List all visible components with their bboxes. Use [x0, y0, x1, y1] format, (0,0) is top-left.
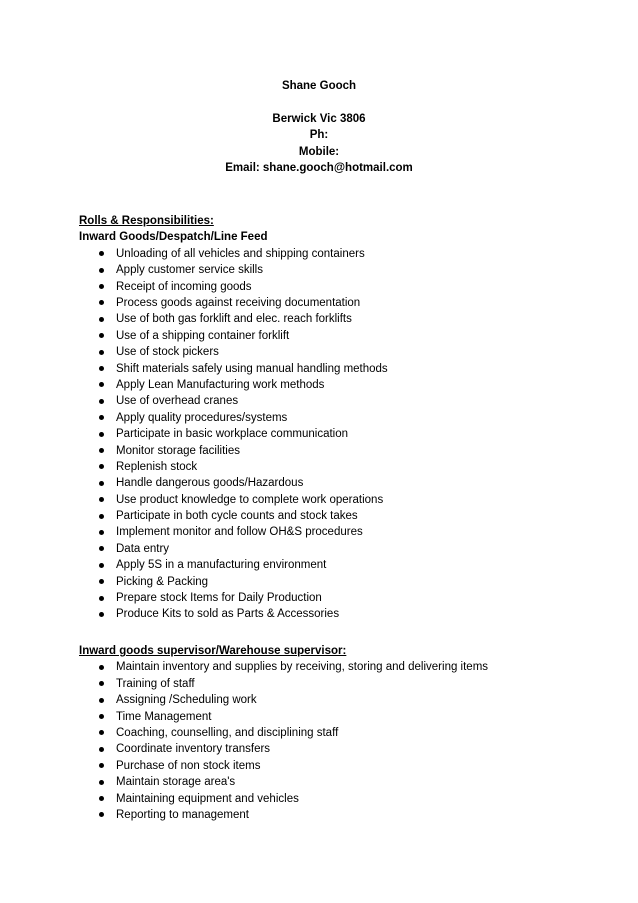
list-item	[79, 262, 619, 278]
list-item	[79, 676, 619, 692]
list-item-text: Use product knowledge to complete work operations	[116, 493, 384, 506]
list-item-text: Monitor storage facilities	[116, 444, 240, 457]
list-item	[79, 709, 619, 725]
section-supervisor	[79, 643, 619, 823]
bullet-icon	[99, 730, 104, 735]
bullet-icon	[99, 747, 104, 752]
list-item-text: Time Management	[116, 710, 212, 723]
list-item-text: Data entry	[116, 542, 170, 555]
list-item	[79, 741, 619, 757]
candidate-name: Shane Gooch	[281, 80, 357, 92]
bullet-icon	[99, 763, 104, 768]
bullet-icon	[99, 596, 104, 601]
list-item-text: Handle dangerous goods/Hazardous	[116, 477, 304, 490]
list-item-text: Apply 5S in a manufacturing environment	[116, 559, 327, 572]
list-item-text: Shift materials safely using manual handling methods	[116, 362, 388, 375]
list-item-text: Produce Kits to sold as Parts & Accessories	[116, 608, 340, 621]
list-item-text: Purchase of non stock items	[116, 759, 261, 772]
list-item-text: Participate in both cycle counts and stock takes	[116, 510, 358, 523]
bullet-icon	[99, 780, 104, 785]
list-item	[79, 295, 619, 311]
list-item-text: Coaching, counselling, and disciplining staff	[116, 726, 339, 739]
list-item	[79, 659, 619, 675]
list-item-text: Assigning /Scheduling work	[116, 694, 257, 707]
list-item	[79, 791, 619, 807]
list-item-text: Prepare stock Items for Daily Production	[116, 592, 322, 605]
list-item	[79, 393, 619, 409]
list-item-text: Participate in basic workplace communication	[116, 428, 349, 441]
list-item	[79, 807, 619, 823]
list-item	[79, 426, 619, 442]
list-item	[79, 774, 619, 790]
contact-header	[0, 78, 638, 176]
list-item	[79, 692, 619, 708]
list-item-text: Use of both gas forklift and elec. reach forklifts	[116, 313, 352, 326]
list-item	[79, 361, 619, 377]
bullet-icon	[99, 796, 104, 801]
list-item	[79, 590, 619, 606]
candidate-phone: Ph:	[309, 129, 329, 142]
bullet-icon	[99, 350, 104, 355]
list-item	[79, 574, 619, 590]
list-item-text: Unloading of all vehicles and shipping containers	[116, 247, 365, 260]
bullet-icon	[99, 546, 104, 551]
list-item	[79, 606, 619, 622]
bullet-icon	[99, 812, 104, 817]
list-item	[79, 492, 619, 508]
bullet-icon	[99, 464, 104, 469]
list-item-text: Training of staff	[116, 677, 195, 690]
list-item	[79, 475, 619, 491]
list-item	[79, 344, 619, 360]
candidate-email: Email: shane.gooch@hotmail.com	[225, 162, 413, 175]
list-item-text: Maintain storage area's	[116, 776, 236, 789]
bullet-icon	[99, 563, 104, 568]
bullet-icon	[99, 366, 104, 371]
bullet-icon	[99, 714, 104, 719]
bullet-icon	[99, 530, 104, 535]
bullet-icon	[99, 665, 104, 670]
bullet-icon	[99, 698, 104, 703]
list-item	[79, 541, 619, 557]
bullet-icon	[99, 399, 104, 404]
list-item-text: Use of stock pickers	[116, 346, 219, 359]
list-item	[79, 246, 619, 262]
list-item-text: Reporting to management	[116, 808, 249, 821]
list-item	[79, 279, 619, 295]
bullet-icon	[99, 333, 104, 338]
list-item-text: Coordinate inventory transfers	[116, 743, 271, 756]
list-item-text: Receipt of incoming goods	[116, 280, 252, 293]
bullet-icon	[99, 317, 104, 322]
list-item	[79, 328, 619, 344]
bullet-icon	[99, 300, 104, 305]
list-item	[79, 410, 619, 426]
bullet-icon	[99, 612, 104, 617]
header-spacer	[0, 94, 638, 110]
section-roles-responsibilities	[79, 213, 619, 623]
list-item-text: Apply customer service skills	[116, 264, 263, 277]
bullet-list	[79, 659, 619, 823]
list-item-text: Apply quality procedures/systems	[116, 411, 288, 424]
bullet-icon	[99, 268, 104, 273]
bullet-icon	[99, 514, 104, 519]
bullet-icon	[99, 497, 104, 502]
list-item	[79, 377, 619, 393]
candidate-mobile: Mobile:	[298, 145, 340, 158]
bullet-icon	[99, 481, 104, 486]
list-item-text: Maintaining equipment and vehicles	[116, 792, 299, 805]
bullet-icon	[99, 579, 104, 584]
list-item-text: Process goods against receiving documentation	[116, 296, 361, 309]
bullet-icon	[99, 681, 104, 686]
list-item	[79, 557, 619, 573]
section-subheading: Inward Goods/Despatch/Line Feed	[79, 231, 268, 244]
list-item-text: Maintain inventory and supplies by receiving, storing and delivering items	[116, 661, 489, 674]
section-heading: Rolls & Responsibilities:	[79, 215, 214, 227]
list-item-text: Use of overhead cranes	[116, 395, 239, 408]
bullet-icon	[99, 448, 104, 453]
bullet-icon	[99, 415, 104, 420]
list-item-text: Replenish stock	[116, 460, 198, 473]
section-heading: Inward goods supervisor/Warehouse supervisor:	[79, 645, 347, 657]
list-item-text: Apply Lean Manufacturing work methods	[116, 378, 325, 391]
list-item	[79, 459, 619, 475]
list-item	[79, 758, 619, 774]
list-item-text: Implement monitor and follow OH&S procedures	[116, 526, 363, 539]
bullet-list	[79, 246, 619, 623]
bullet-icon	[99, 284, 104, 289]
list-item	[79, 725, 619, 741]
list-item	[79, 508, 619, 524]
bullet-icon	[99, 251, 104, 256]
list-item-text: Use of a shipping container forklift	[116, 329, 290, 342]
list-item	[79, 311, 619, 327]
list-item	[79, 443, 619, 459]
candidate-location: Berwick Vic 3806	[272, 112, 366, 125]
bullet-icon	[99, 382, 104, 387]
bullet-icon	[99, 432, 104, 437]
list-item	[79, 524, 619, 540]
list-item-text: Picking & Packing	[116, 575, 209, 588]
